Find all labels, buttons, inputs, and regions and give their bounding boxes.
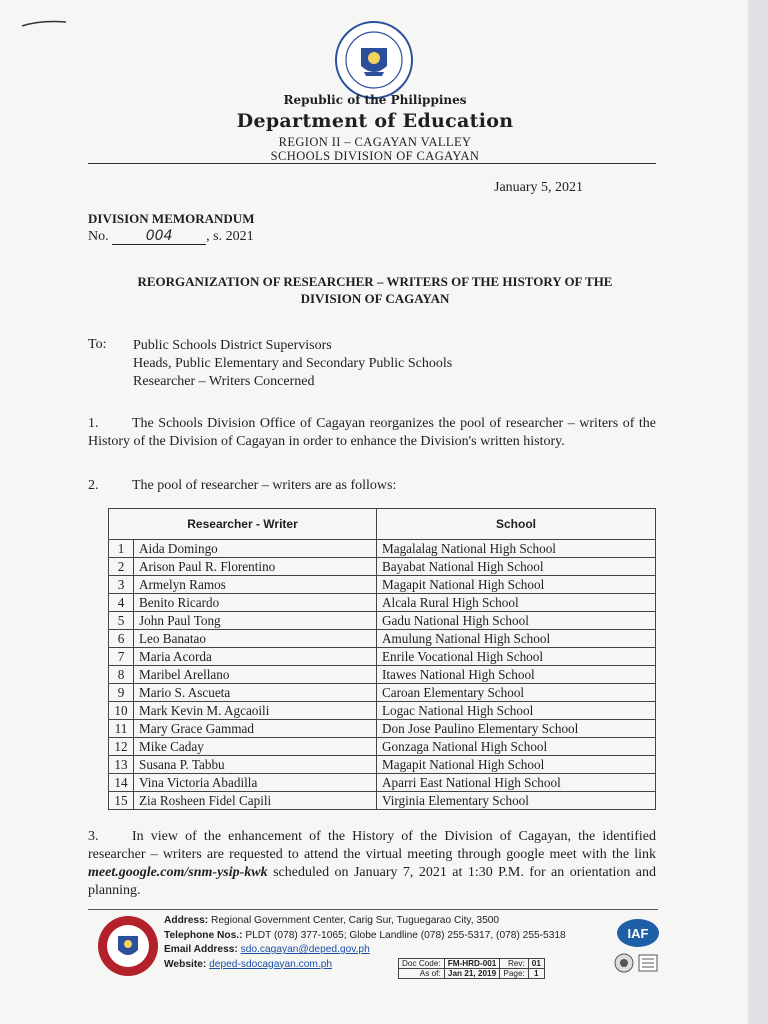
region-heading: REGION II – CAGAYAN VALLEY [278, 135, 472, 149]
row-number: 13 [109, 756, 134, 774]
school-name: Caroan Elementary School [377, 684, 656, 702]
paragraph-text: scheduled on January 7, 2021 at 1:30 P.M. for an orientation and planning. [88, 865, 656, 898]
republic-heading: Republic of the Philippines [283, 93, 467, 107]
row-number: 7 [109, 648, 134, 666]
researcher-name: Mario S. Ascueta [134, 684, 377, 702]
doc-control-row [399, 959, 545, 969]
school-name: Itawes National High School [377, 666, 656, 684]
paragraph-3 [88, 828, 656, 900]
page-label: Page: [500, 969, 528, 979]
pen-mark [20, 12, 68, 34]
row-number: 11 [109, 720, 134, 738]
column-header-researcher: Researcher - Writer [109, 509, 377, 540]
researcher-name: Arison Paul R. Florentino [134, 558, 377, 576]
school-name: Magapit National High School [377, 576, 656, 594]
researcher-name: Vina Victoria Abadilla [134, 774, 377, 792]
row-number: 8 [109, 666, 134, 684]
paragraph-number: 1. [88, 416, 99, 431]
table-row [109, 576, 656, 594]
table-row [109, 720, 656, 738]
paragraph-2 [88, 477, 656, 495]
school-name: Amulung National High School [377, 630, 656, 648]
division-heading: SCHOOLS DIVISION OF CAGAYAN [270, 149, 480, 163]
website-link[interactable]: deped-sdocagayan.com.ph [209, 958, 333, 970]
scan-background-edge [748, 0, 768, 1024]
row-number: 15 [109, 792, 134, 810]
researcher-table [108, 508, 656, 810]
row-number: 10 [109, 702, 134, 720]
doc-control-row [399, 969, 545, 979]
division-seal-logo [96, 914, 160, 978]
rev-value: 01 [528, 959, 544, 969]
email-link[interactable]: sdo.cagayan@deped.gov.ph [240, 944, 370, 955]
table-row [109, 756, 656, 774]
meeting-link[interactable]: meet.google.com/snm-ysip-kwk [88, 865, 268, 880]
row-number: 14 [109, 774, 134, 792]
memo-number-label: No. [88, 229, 109, 244]
memo-title: DIVISION MEMORANDUM [88, 211, 255, 226]
paragraph-text: The Schools Division Office of Cagayan reorganizes the pool of researcher – writers of the History of the Division of Cagayan in order to enhance the Division's written history. [88, 416, 656, 449]
school-name: Aparri East National High School [377, 774, 656, 792]
table-row [109, 738, 656, 756]
table-row [109, 702, 656, 720]
researcher-name: Mary Grace Gammad [134, 720, 377, 738]
table-header-row [109, 509, 656, 540]
researcher-name: John Paul Tong [134, 612, 377, 630]
memo-date: January 5, 2021 [494, 180, 584, 195]
as-of-label: As of: [399, 969, 445, 979]
paragraph-text: In view of the enhancement of the History of the Division of Cagayan, the identified researcher – writers are requested to attend the virtual meeting through google meet with the link [88, 829, 656, 862]
school-name: Don Jose Paulino Elementary School [377, 720, 656, 738]
table-row [109, 594, 656, 612]
footer-divider [88, 909, 658, 910]
page-value: 1 [528, 969, 544, 979]
row-number: 1 [109, 540, 134, 558]
doc-code-label: Doc Code: [399, 959, 445, 969]
row-number: 9 [109, 684, 134, 702]
table-row [109, 792, 656, 810]
table-row [109, 558, 656, 576]
memo-number: 004 [112, 228, 206, 245]
certification-badges-icon [613, 952, 661, 974]
department-heading: Department of Education [236, 110, 514, 132]
doc-control-table [398, 958, 545, 979]
row-number: 3 [109, 576, 134, 594]
paragraph-1 [88, 415, 656, 451]
paragraph-number: 3. [88, 829, 99, 844]
researcher-name: Leo Banatao [134, 630, 377, 648]
iaf-label: IAF [627, 926, 649, 941]
row-number: 5 [109, 612, 134, 630]
header-divider [88, 163, 656, 164]
footer-address: Address: Regional Government Center, Carig Sur, Tuguegarao City, 3500 [164, 915, 500, 926]
researcher-name: Mike Caday [134, 738, 377, 756]
memo-number-line [88, 228, 254, 245]
recipient-line: Heads, Public Elementary and Secondary Public Schools [133, 356, 453, 371]
rev-label: Rev: [500, 959, 528, 969]
researcher-name: Aida Domingo [134, 540, 377, 558]
footer-telephone: Telephone Nos.: PLDT (078) 377-1065; Globe Landline (078) 255-5317, (078) 255-5318 [164, 929, 566, 941]
row-number: 12 [109, 738, 134, 756]
column-header-school: School [377, 509, 656, 540]
table-row [109, 540, 656, 558]
school-name: Virginia Elementary School [377, 792, 656, 810]
researcher-name: Maria Acorda [134, 648, 377, 666]
school-name: Gonzaga National High School [377, 738, 656, 756]
researcher-name: Zia Rosheen Fidel Capili [134, 792, 377, 810]
row-number: 6 [109, 630, 134, 648]
table-row [109, 630, 656, 648]
table-body [109, 540, 656, 810]
recipient-line: Public Schools District Supervisors [133, 338, 332, 353]
memo-subject [90, 273, 660, 307]
subject-line-2: DIVISION OF CAGAYAN [300, 291, 450, 306]
researcher-name: Maribel Arellano [134, 666, 377, 684]
researcher-name: Susana P. Tabbu [134, 756, 377, 774]
doc-code-value: FM-HRD-001 [444, 959, 500, 969]
table-row [109, 666, 656, 684]
researcher-name: Mark Kevin M. Agcaoili [134, 702, 377, 720]
recipient-line: Researcher – Writers Concerned [133, 374, 315, 389]
table-row [109, 774, 656, 792]
footer-website: Website: deped-sdocagayan.com.ph [164, 958, 333, 970]
deped-seal-logo [334, 20, 414, 100]
paragraph-text: The pool of researcher – writers are as follows: [132, 478, 397, 493]
table-row [109, 684, 656, 702]
row-number: 4 [109, 594, 134, 612]
subject-line-1: REORGANIZATION OF RESEARCHER – WRITERS OF THE HISTORY OF THE [137, 274, 613, 289]
table-row [109, 648, 656, 666]
row-number: 2 [109, 558, 134, 576]
to-label: To: [88, 337, 107, 352]
iaf-logo [616, 918, 660, 948]
school-name: Alcala Rural High School [377, 594, 656, 612]
table-row [109, 612, 656, 630]
memo-series: , s. 2021 [206, 229, 254, 244]
school-name: Magapit National High School [377, 756, 656, 774]
researcher-name: Benito Ricardo [134, 594, 377, 612]
school-name: Magalalag National High School [377, 540, 656, 558]
paragraph-number: 2. [88, 478, 99, 493]
researcher-name: Armelyn Ramos [134, 576, 377, 594]
school-name: Enrile Vocational High School [377, 648, 656, 666]
as-of-value: Jan 21, 2019 [444, 969, 500, 979]
school-name: Logac National High School [377, 702, 656, 720]
school-name: Bayabat National High School [377, 558, 656, 576]
school-name: Gadu National High School [377, 612, 656, 630]
recipients [133, 337, 452, 391]
footer-email: Email Address: sdo.cagayan@deped.gov.ph [164, 944, 370, 955]
